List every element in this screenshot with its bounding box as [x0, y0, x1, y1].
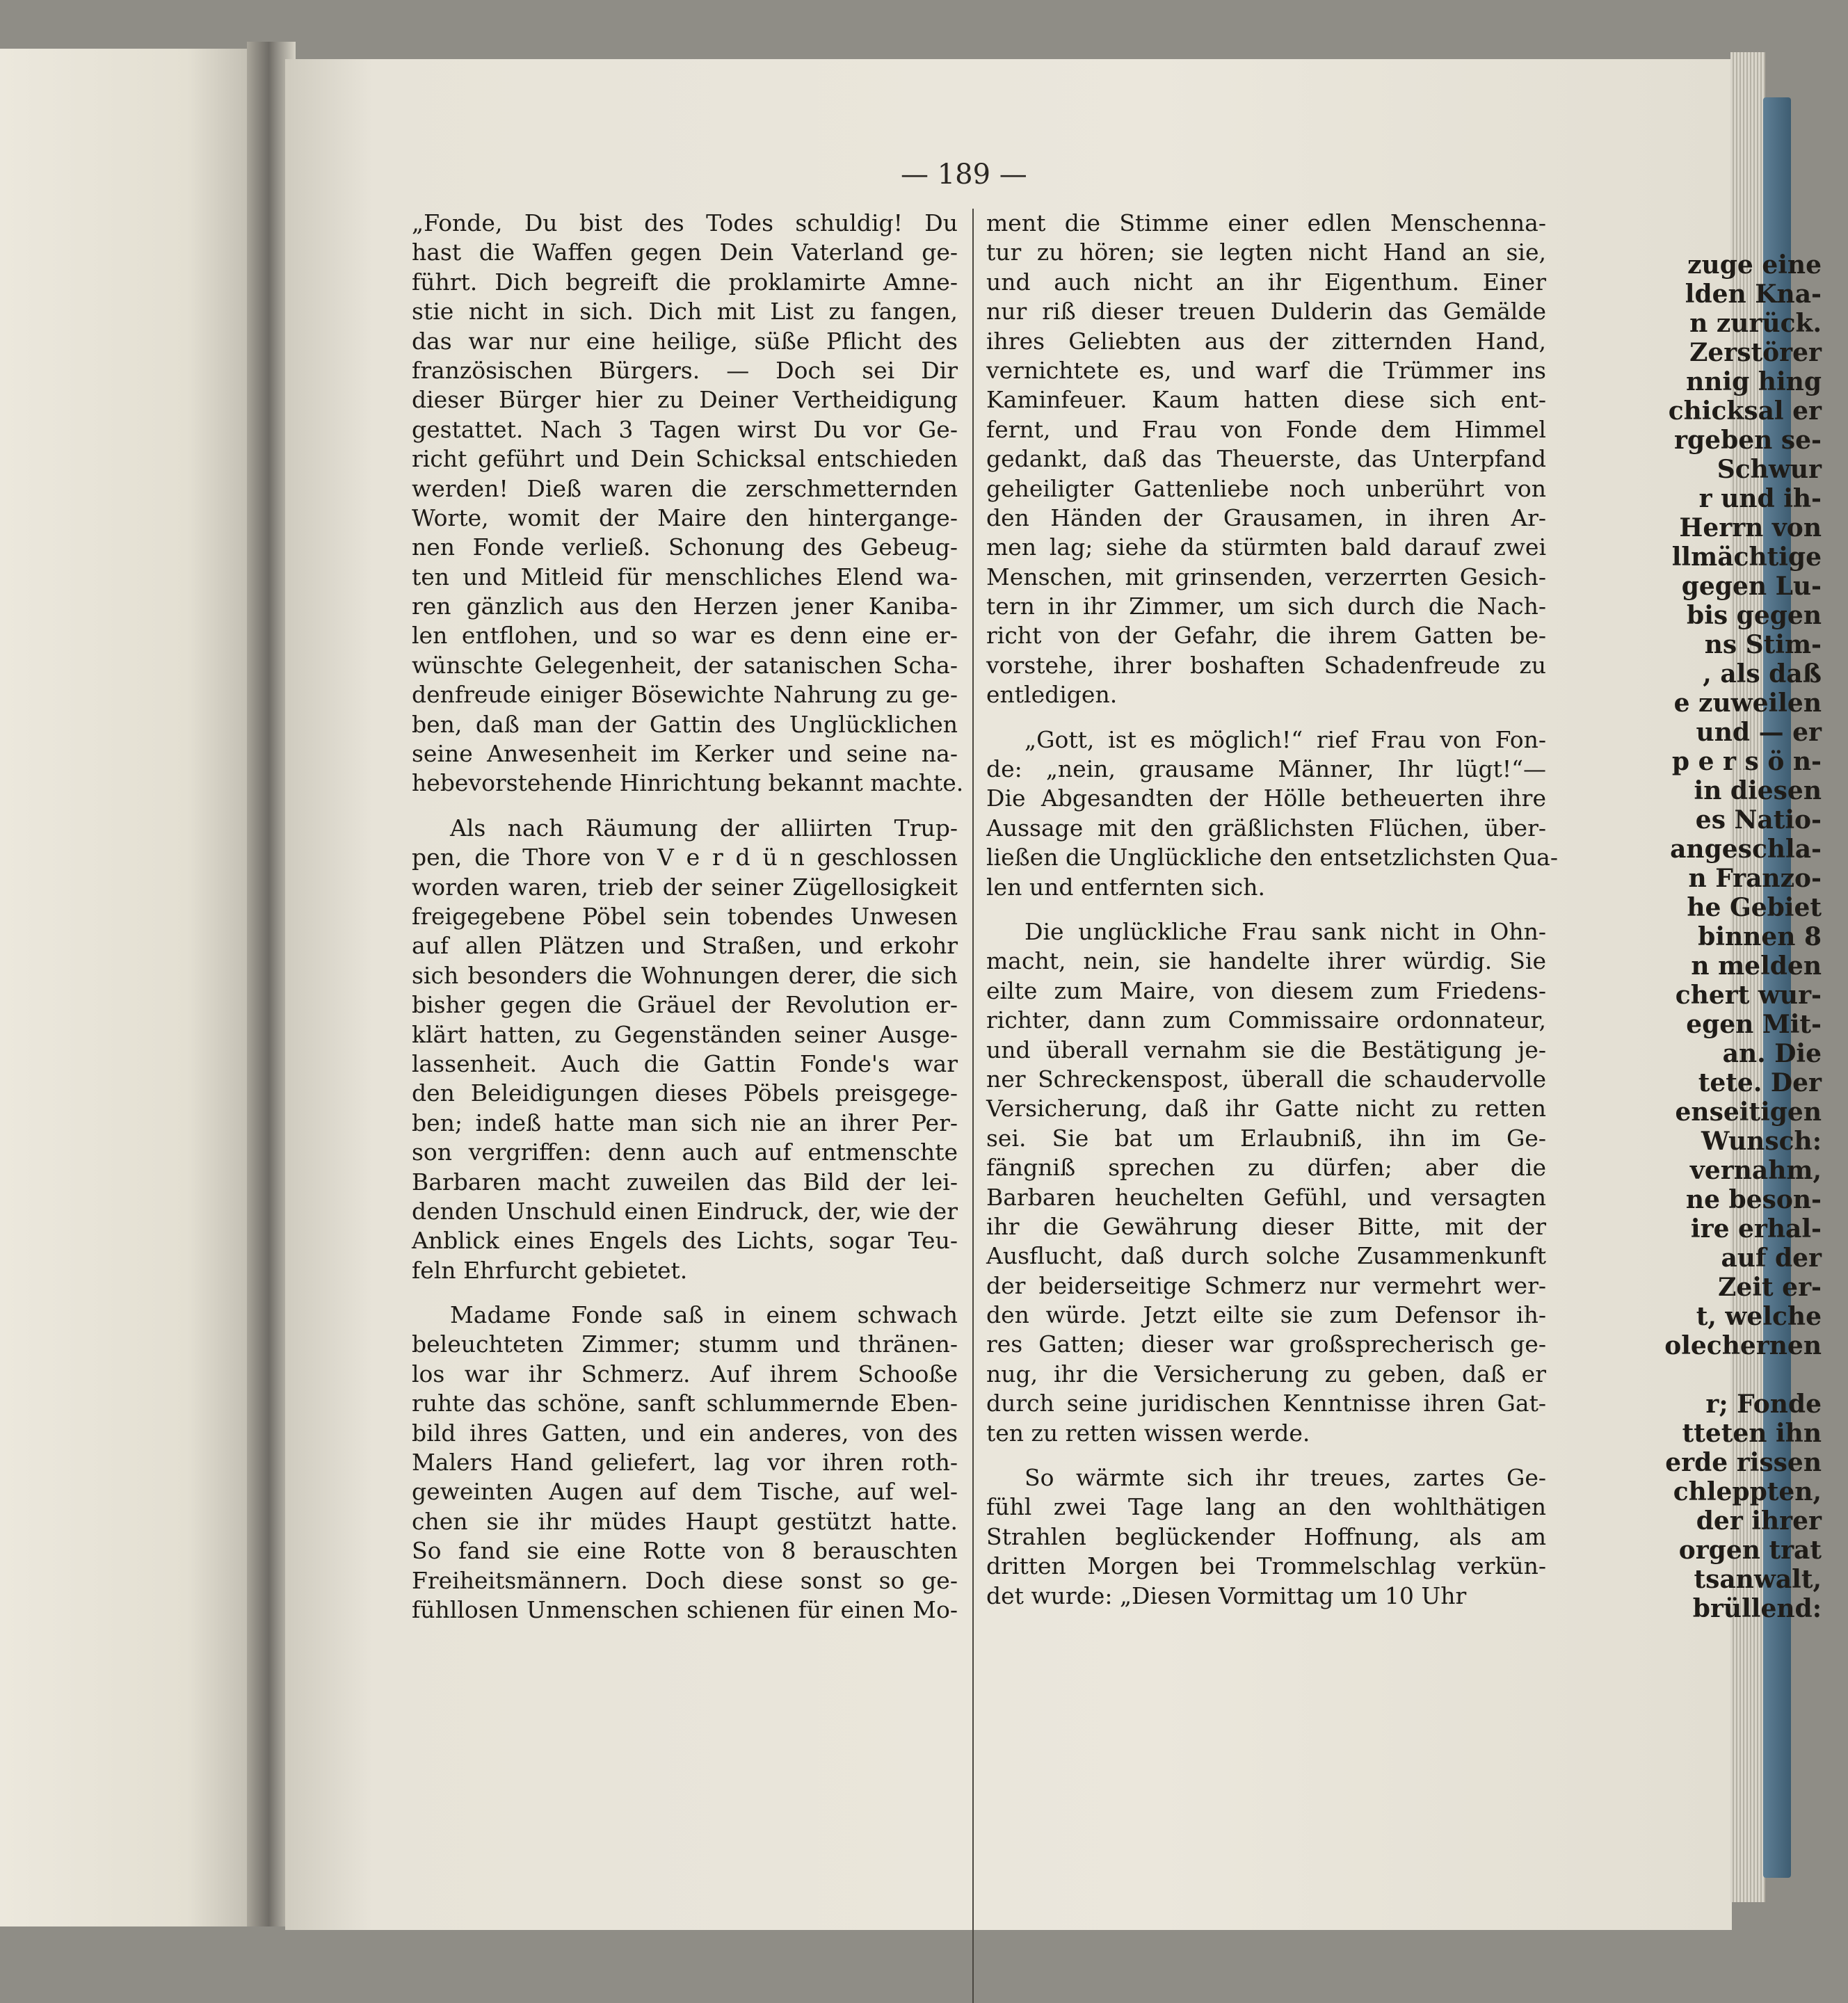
- text-line: geheiligter Gattenliebe noch unberührt von: [986, 474, 1546, 502]
- left-fragment-line: Schwur: [1717, 455, 1822, 484]
- text-line: Versicherung, daß ihr Gatte nicht zu retten: [986, 1095, 1546, 1123]
- left-fragment-line: ns Stim-: [1704, 630, 1822, 659]
- left-fragment-line: rgeben se-: [1674, 426, 1822, 455]
- left-fragment-line: an. Die: [1722, 1039, 1822, 1068]
- text-line: det wurde: „Diesen Vormittag um 10 Uhr: [986, 1582, 1467, 1609]
- left-fragment-line: tsanwalt,: [1694, 1565, 1822, 1594]
- text-line: werden! Dieß waren die zerschmetternden: [412, 474, 958, 502]
- text-line: Strahlen beglückender Hoffnung, als am: [986, 1522, 1546, 1550]
- text-line: fühl zwei Tage lang an den wohlthätigen: [986, 1493, 1546, 1521]
- text-line: Als nach Räumung der alliirten Trup-: [450, 814, 958, 842]
- text-line: ließen die Unglückliche den entsetzlichsten Qua-: [986, 844, 1558, 871]
- text-line: Kaminfeuer. Kaum hatten diese sich ent-: [986, 386, 1546, 414]
- text-line: geweinten Augen auf dem Tische, auf wel-: [412, 1478, 958, 1506]
- left-fragment-line: e zuweilen: [1673, 689, 1822, 718]
- text-line: vernichtete es, und warf die Trümmer ins: [986, 356, 1546, 384]
- text-line: macht, nein, sie handelte ihrer würdig. Sie: [986, 947, 1546, 975]
- text-line: ben, daß man der Gattin des Unglücklichen: [412, 710, 958, 738]
- left-fragment-line: he Gebiet: [1687, 893, 1822, 922]
- left-fragment-line: in diesen: [1694, 776, 1822, 805]
- left-fragment-line: binnen 8: [1698, 922, 1822, 951]
- left-fragment-line: lden Kna-: [1685, 280, 1822, 309]
- text-line: der beiderseitige Schmerz nur vermehrt wer-: [986, 1271, 1546, 1299]
- text-line: ben; indeß hatte man sich nie an ihrer Per-: [412, 1109, 958, 1136]
- text-line: hebevorstehende Hinrichtung bekannt machte.: [412, 769, 964, 797]
- left-fragment-line: n Franzo-: [1688, 864, 1822, 893]
- left-fragment-line: auf der: [1721, 1244, 1822, 1273]
- text-line: ihres Geliebten aus der zitternden Hand,: [986, 327, 1546, 355]
- text-line: und auch nicht an ihr Eigenthum. Einer: [986, 268, 1546, 296]
- text-line: den Beleidigungen dieses Pöbels preisgege-: [412, 1079, 958, 1107]
- left-fragment-line: enseitigen: [1675, 1097, 1822, 1127]
- text-line: seine Anwesenheit im Kerker und seine na-: [412, 740, 958, 768]
- left-fragment-line: es Natio-: [1695, 805, 1822, 835]
- text-line: feln Ehrfurcht gebietet.: [412, 1256, 688, 1284]
- text-line: fühllosen Unmenschen schienen für einen Mo-: [412, 1595, 958, 1623]
- text-line: ner Schreckenspost, überall die schaudervolle: [986, 1065, 1546, 1093]
- text-line: fernt, und Frau von Fonde dem Himmel: [986, 415, 1546, 443]
- text-line: sei. Sie bat um Erlaubniß, ihn im Ge-: [986, 1124, 1546, 1152]
- text-line: lassenheit. Auch die Gattin Fonde's war: [412, 1049, 958, 1077]
- text-line: wünschte Gelegenheit, der satanischen Scha-: [412, 651, 958, 679]
- text-line: los war ihr Schmerz. Auf ihrem Schooße: [412, 1360, 958, 1387]
- text-line: tern in ihr Zimmer, um sich durch die Nach-: [986, 593, 1546, 620]
- text-line: hast die Waffen gegen Dein Vaterland ge-: [412, 239, 958, 266]
- text-line: So fand sie eine Rotte von 8 berauschten: [412, 1537, 958, 1565]
- text-line: richt geführt und Dein Schicksal entschieden: [412, 445, 958, 473]
- text-line: de: „nein, grausame Männer, Ihr lügt!“—: [986, 755, 1546, 783]
- text-line: Freiheitsmännern. Doch diese sonst so ge-: [412, 1566, 958, 1594]
- left-fragment-line: Wunsch:: [1701, 1127, 1822, 1156]
- text-line: len entflohen, und so war es denn eine er-: [412, 622, 958, 650]
- text-line: Worte, womit der Maire den hintergange-: [412, 504, 958, 531]
- left-fragment-line: zuge eine: [1687, 250, 1822, 280]
- left-fragment-line: egen Mit-: [1686, 1010, 1822, 1039]
- text-line: richter, dann zum Commissaire ordonnateur,: [986, 1006, 1546, 1034]
- text-line: gedankt, daß das Theuerste, das Unterpfand: [986, 445, 1546, 473]
- text-line: freigegebene Pöbel sein tobendes Unwesen: [412, 902, 958, 930]
- left-fragment-line: bis gegen: [1687, 601, 1822, 630]
- text-line: men lag; siehe da stürmten bald darauf zwei: [986, 533, 1546, 561]
- left-fragment-line: tete. Der: [1698, 1068, 1822, 1097]
- text-line: denfreude einiger Bösewichte Nahrung zu ge-: [412, 681, 958, 709]
- left-fragment-line: t, welche: [1696, 1302, 1822, 1331]
- text-line: Aussage mit den gräßlichsten Flüchen, über-: [986, 814, 1546, 842]
- text-line: Barbaren macht zuweilen das Bild der lei-: [412, 1168, 958, 1196]
- left-fragment-line: llmächtige: [1671, 542, 1822, 572]
- text-line: und überall vernahm sie die Bestätigung je-: [986, 1036, 1546, 1063]
- left-fragment-line: Zeit er-: [1718, 1273, 1822, 1302]
- text-line: ren gänzlich aus den Herzen jener Kaniba-: [412, 593, 958, 620]
- text-line: nug, ihr die Versicherung zu geben, daß er: [986, 1360, 1546, 1387]
- text-line: das war nur eine heilige, süße Pflicht des: [412, 327, 958, 355]
- left-fragment-line: n zurück.: [1689, 309, 1822, 338]
- left-fragment-line: brüllend:: [1692, 1594, 1822, 1623]
- left-fragment-line: vernahm,: [1689, 1156, 1822, 1185]
- text-line: nen Fonde verließ. Schonung des Gebeug-: [412, 533, 958, 561]
- text-line: So wärmte sich ihr treues, zartes Ge-: [1025, 1464, 1546, 1492]
- text-column-1: [412, 209, 964, 1625]
- text-line: res Gatten; dieser war großsprecherisch ge-: [986, 1330, 1546, 1358]
- text-line: bisher gegen die Gräuel der Revolution er-: [412, 991, 958, 1019]
- text-line: führt. Dich begreift die proklamirte Amne-: [412, 268, 958, 296]
- text-line: ment die Stimme einer edlen Menschenna-: [986, 209, 1546, 236]
- text-line: französischen Bürgers. — Doch sei Dir: [412, 356, 958, 384]
- left-page-text-fragments: [1571, 250, 1822, 1623]
- left-fragment-line: orgen trat: [1678, 1536, 1822, 1565]
- left-fragment-line: chicksal er: [1668, 396, 1822, 426]
- text-line: ruhte das schöne, sanft schlummernde Eben-: [412, 1390, 958, 1417]
- text-line: „Gott, ist es möglich!“ rief Frau von Fon-: [1025, 725, 1546, 753]
- left-fragment-line: erde rissen: [1665, 1448, 1822, 1477]
- text-line: sich besonders die Wohnungen derer, die sich: [412, 961, 958, 989]
- text-line: Madame Fonde saß in einem schwach: [450, 1301, 958, 1329]
- left-fragment-line: chleppten,: [1673, 1477, 1822, 1506]
- text-column-2: [986, 209, 1558, 1611]
- left-fragment-line: angeschla-: [1670, 835, 1822, 864]
- text-line: Die unglückliche Frau sank nicht in Ohn-: [1025, 917, 1546, 945]
- text-line: denden Unschuld einen Eindruck, der, wie der: [412, 1197, 958, 1225]
- text-line: gestattet. Nach 3 Tagen wirst Du vor Ge-: [412, 415, 958, 443]
- left-page: [0, 49, 268, 1926]
- text-line: Menschen, mit grinsenden, verzerrten Gesich-: [986, 563, 1546, 590]
- left-fragment-line: r und ih-: [1698, 484, 1822, 513]
- left-fragment-line: tteten ihn: [1682, 1419, 1822, 1448]
- left-fragment-line: Zerstörer: [1689, 338, 1822, 367]
- column-rule: [972, 209, 974, 2003]
- text-line: auf allen Plätzen und Straßen, und erkohr: [412, 932, 958, 960]
- text-line: fängniß sprechen zu dürfen; aber die: [986, 1154, 1546, 1182]
- text-line: worden waren, trieb der seiner Zügellosigkeit: [412, 873, 958, 901]
- text-line: „Fonde, Du bist des Todes schuldig! Du: [412, 209, 958, 236]
- left-fragment-line: nnig hing: [1686, 367, 1822, 396]
- text-line: beleuchteten Zimmer; stumm und thränen-: [412, 1330, 958, 1358]
- left-fragment-line: und — er: [1696, 718, 1822, 747]
- text-line: dieser Bürger hier zu Deiner Vertheidigung: [412, 386, 958, 414]
- left-fragment-line: p e r s ö n-: [1671, 747, 1822, 776]
- text-line: Die Abgesandten der Hölle betheuerten ihre: [986, 785, 1546, 812]
- text-line: nur riß dieser treuen Dulderin das Gemälde: [986, 298, 1546, 325]
- text-line: den würde. Jetzt eilte sie zum Defensor ih-: [986, 1301, 1546, 1329]
- text-line: ten zu retten wissen werde.: [986, 1419, 1310, 1447]
- text-line: den Händen der Grausamen, in ihren Ar-: [986, 504, 1546, 531]
- text-line: richt von der Gefahr, die ihrem Gatten be-: [986, 622, 1546, 650]
- text-line: entledigen.: [986, 681, 1118, 709]
- text-line: ihr die Gewährung dieser Bitte, mit der: [986, 1212, 1546, 1240]
- text-line: klärt hatten, zu Gegenständen seiner Ausge-: [412, 1020, 958, 1048]
- text-line: Barbaren heuchelten Gefühl, und versagten: [986, 1183, 1546, 1211]
- left-fragment-line: ire erhal-: [1690, 1214, 1822, 1244]
- text-line: pen, die Thore von V e r d ü n geschlossen: [412, 844, 958, 871]
- left-fragment-line: n melden: [1691, 951, 1822, 981]
- text-line: Anblick eines Engels des Lichts, sogar Teu-: [412, 1227, 958, 1255]
- left-fragment-line: olechernen: [1664, 1331, 1822, 1360]
- text-line: vorstehe, ihrer boshaften Schadenfreude zu: [986, 651, 1546, 679]
- left-fragment-line: chert wur-: [1675, 981, 1822, 1010]
- page-number: — 189 —: [901, 159, 1027, 191]
- text-line: tur zu hören; sie legten nicht Hand an sie,: [986, 239, 1546, 266]
- left-fragment-line: , als daß: [1703, 659, 1822, 689]
- text-line: son vergriffen: denn auch auf entmenschte: [412, 1139, 958, 1166]
- left-fragment-line: ne beson-: [1685, 1185, 1822, 1214]
- text-line: len und entfernten sich.: [986, 873, 1266, 901]
- left-fragment-line: r; Fonde: [1705, 1390, 1822, 1419]
- text-line: dritten Morgen bei Trommelschlag verkün-: [986, 1552, 1546, 1580]
- text-line: ten und Mitleid für menschliches Elend wa-: [412, 563, 958, 590]
- text-line: chen sie ihr müdes Haupt gestützt hatte.: [412, 1507, 958, 1535]
- text-line: Ausflucht, daß durch solche Zusammenkunft: [986, 1242, 1546, 1270]
- left-fragment-line: [1571, 1360, 1822, 1390]
- text-line: bild ihres Gatten, und ein anderes, von des: [412, 1419, 958, 1447]
- text-line: Malers Hand geliefert, lag vor ihren roth-: [412, 1449, 958, 1477]
- left-fragment-line: gegen Lu-: [1681, 572, 1822, 601]
- text-line: eilte zum Maire, von diesem zum Friedens-: [986, 976, 1546, 1004]
- left-fragment-line: der ihrer: [1696, 1506, 1822, 1536]
- text-line: durch seine juridischen Kenntnisse ihren Gat-: [986, 1390, 1546, 1417]
- text-line: stie nicht in sich. Dich mit List zu fangen,: [412, 298, 958, 325]
- left-fragment-line: Herrn von: [1679, 513, 1822, 542]
